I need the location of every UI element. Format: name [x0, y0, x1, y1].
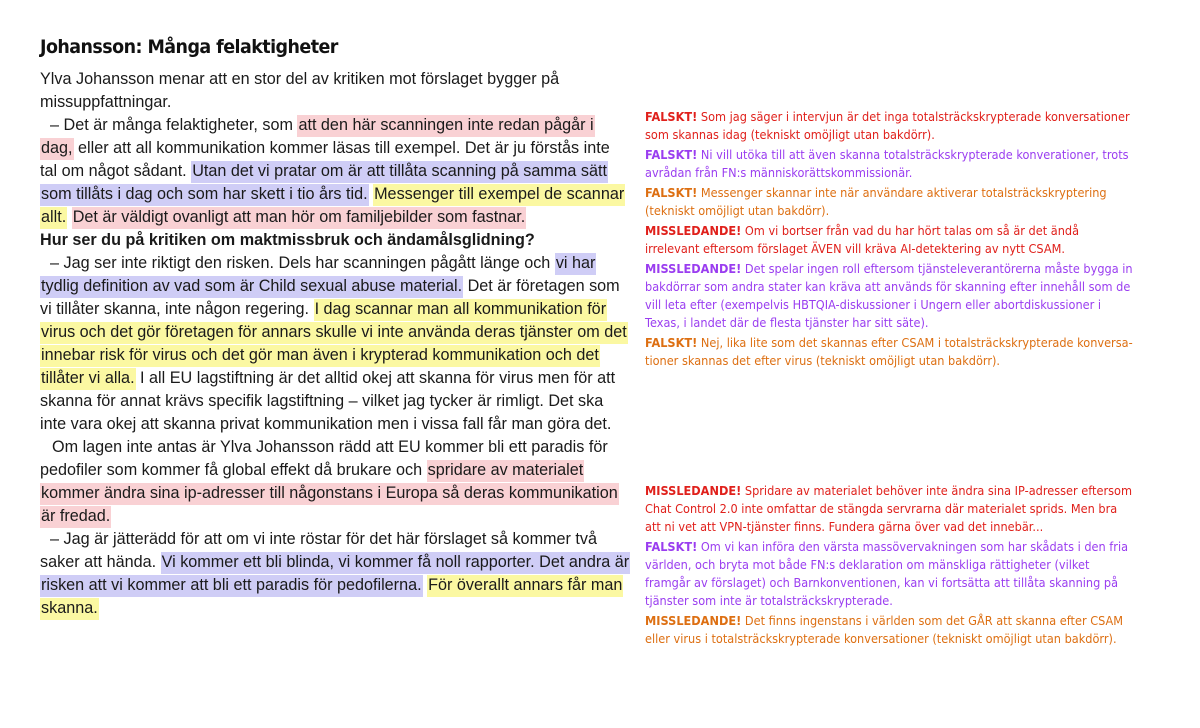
verdict-label: FALSKT!	[645, 185, 698, 200]
text-segment: I all EU lagstiftning är det alltid okej att skanna för virus men för att skanna för annat krävs specifik lagstiftning – vilket jag tycker är rimligt. Det ska inte vara okej att skanna privat kommunikation men i vissa fall får man göra det.	[40, 369, 616, 433]
verdict-label: FALSKT!	[645, 539, 698, 554]
verdict-label: FALSKT!	[645, 109, 698, 124]
interview-question: Hur ser du på kritiken om maktmissbruk och ändamålsglidning?	[40, 231, 535, 249]
highlight-blue: Vi kommer ett bli blinda, vi kommer få noll rapporter. Det andra är risken att vi kommer att bli ett paradis för pedofilerna.	[40, 552, 630, 597]
fact-check-note	[645, 334, 1136, 370]
note-text: Om vi bortser från vad du har hört talas om så är det ändå irrelevant eftersom förslaget ÄVEN vill kräva AI-detektering av nytt CSAM.	[645, 223, 1080, 256]
verdict-label: MISSLEDANDE!	[645, 613, 742, 628]
text-segment: – Det är många felaktigheter, som	[50, 116, 298, 134]
highlight-yellow: Messenger till exempel de scannar allt.	[40, 184, 625, 229]
note-text: Ni vill utöka till att även skanna totalsträckskrypterade konverationer, trots avrådan från FN:s människorättskommissionär.	[645, 147, 1129, 180]
note-text: Det spelar ingen roll eftersom tjänsteleverantörerna måste bygga in bakdörrar som andra stater kan kräva att används för skanning efter innehåll som de vill leta efter (exempelvis HBTQIA-diskussioner i Ungern eller abortdiskussioner i Texas, i landet där de flesta tjänster har sitt säte).	[645, 261, 1133, 330]
fact-check-note	[645, 260, 1136, 332]
article-paragraph-quote-2	[40, 252, 630, 436]
fact-check-note	[645, 146, 1136, 182]
highlight-red: Det är väldigt ovanligt att man hör om familjebilder som fastnar.	[72, 207, 527, 229]
fact-check-note	[645, 538, 1136, 610]
text-segment: eller att all kommunikation kommer läsas till exempel. Det är ju förstås inte tal om något sådant.	[40, 139, 610, 180]
highlight-blue: Utan det vi pratar om är att tillåta scanning på samma sätt som tillåts i dag och som har skett i tio års tid.	[40, 161, 608, 206]
note-text: Nej, lika lite som det skannas efter CSAM i totalsträckskrypterade konversa-tioner skannas det efter virus (tekniskt omöjligt utan bakdörr).	[645, 335, 1133, 368]
note-text: Om vi kan införa den värsta massövervakningen som har skådats i den fria världen, och bryta mot både FN:s deklaration om mänskliga rättigheter (vilket framgår av förslaget) och Barnkonventionen, kan vi fortsätta att tillåta skanning på tjänster som inte är totalsträckskrypterade.	[645, 539, 1129, 608]
highlight-red: spridare av materialet kommer ändra sina ip-adresser till någonstans i Europa så deras kommunikation är fredad.	[40, 460, 619, 528]
article-paragraph-quote-3	[40, 528, 630, 620]
fact-check-note	[645, 612, 1136, 648]
note-text: Det finns ingenstans i världen som det GÅR att skanna efter CSAM eller virus i totalsträckskrypterade konversationer (tekniskt omöjligt utan bakdörr).	[645, 613, 1124, 646]
verdict-label: FALSKT!	[645, 335, 698, 350]
article-paragraph-intro: Ylva Johansson menar att en stor del av kritiken mot förslaget bygger på missuppfattningar.	[40, 70, 560, 111]
verdict-label: FALSKT!	[645, 147, 698, 162]
highlight-red: att den här scanningen inte redan pågår i dag,	[40, 115, 595, 160]
highlight-blue: vi har tydlig definition av vad som är Child sexual abuse material.	[40, 253, 596, 298]
text-segment: Det är företagen som vi tillåter skanna, inte någon regering.	[40, 277, 620, 318]
highlight-yellow: För överallt annars får man skanna.	[40, 575, 623, 620]
text-segment: – Jag ser inte riktigt den risken. Dels har scanningen pågått länge och	[50, 254, 555, 272]
note-text: Spridare av materialet behöver inte ändra sina IP-adresser eftersom Chat Control 2.0 inte omfattar de stängda servrarna där materialet sprids. Men bra att ni vet att VPN-tjänster finns. Fundera gärna över vad det innebär...	[645, 483, 1132, 534]
fact-check-note	[645, 482, 1136, 536]
article-heading: Johansson: Många felaktigheter	[40, 36, 338, 58]
note-text: Messenger skannar inte när användare aktiverar totalsträckskryptering (tekniskt omöjligt utan bakdörr).	[645, 185, 1107, 218]
note-text: Som jag säger i intervjun är det inga totalsträckskrypterade konversationer som skannas idag (tekniskt omöjligt utan bakdörr).	[645, 109, 1130, 142]
fact-check-notes-bottom	[645, 482, 1132, 650]
fact-check-note	[645, 184, 1136, 220]
text-segment: Om lagen inte antas är Ylva Johansson rädd att EU kommer bli ett paradis för pedofiler som kommer få global effekt då brukare och	[40, 438, 608, 479]
fact-check-note	[645, 108, 1136, 144]
text-segment: – Jag är jätterädd för att om vi inte röstar för det här förslaget så kommer två saker att hända.	[40, 530, 598, 571]
verdict-label: MISSLEDANDE!	[645, 223, 742, 238]
verdict-label: MISSLEDANDE!	[645, 261, 742, 276]
highlight-yellow: I dag scannar man all kommunikation för virus och det gör företagen för annars skulle vi inte använda deras tjänster om det innebar risk för virus och det gör man även i krypterad kommunikation och det tillåter vi alla.	[40, 299, 628, 390]
article-body	[40, 68, 630, 620]
verdict-label: MISSLEDANDE!	[645, 483, 742, 498]
fact-check-notes-top	[645, 108, 1133, 372]
article-paragraph-quote-1	[40, 114, 630, 229]
fact-check-note	[645, 222, 1136, 258]
article-paragraph-narrative	[40, 436, 630, 528]
